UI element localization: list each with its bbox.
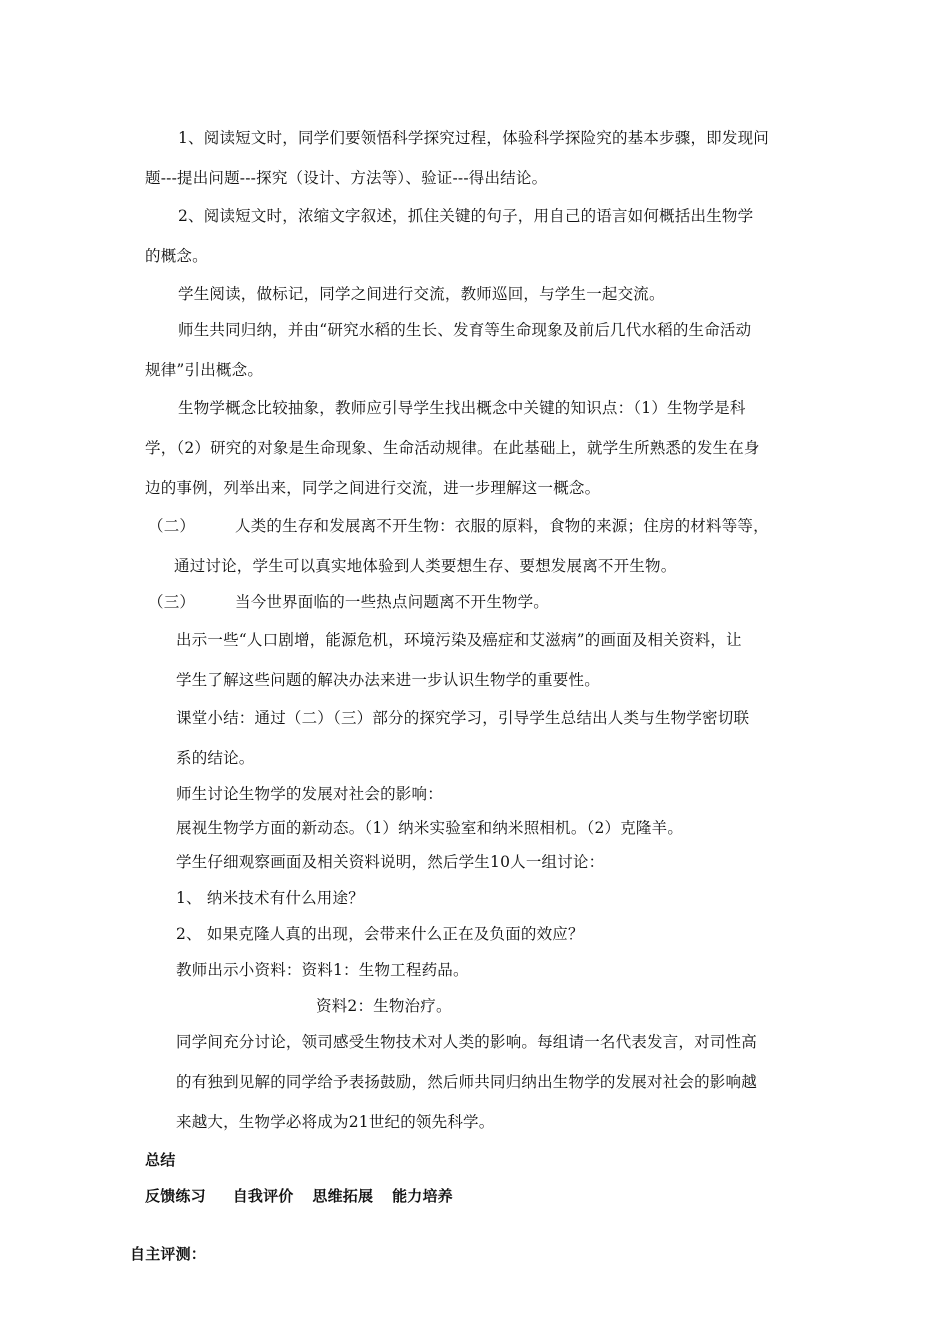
section-3-heading: 当今世界面临的一些热点问题离不开生物学。 [235,593,550,611]
para-3: 学生阅读，做标记，同学之间进行交流，教师巡回，与学生一起交流。 [178,285,665,303]
material-2: 资料2：生物治疗。 [316,997,452,1015]
para-7-line-2: 系的结论。 [176,749,255,767]
para-6-line-2: 学生了解这些问题的解决办法来进一步认识生物学的重要性。 [176,671,600,689]
heading-self-test: 自主评测： [130,1245,207,1263]
heading-summary: 总结 [145,1151,176,1169]
section-2-heading: 人类的生存和发展离不开生物：衣服的原料，食物的来源；住房的材料等等， [235,517,769,535]
heading-ability: 能力培养 [392,1187,453,1205]
para-1-line-1: 1、阅读短文时，同学们要领悟科学探究过程，体验科学探险究的基本步骤，即发现问 [178,129,769,147]
para-11-line-1: 同学间充分讨论，领司感受生物技术对人类的影响。每组请一名代表发言，对司性高 [176,1033,757,1051]
para-5-line-3: 边的事例，列举出来，同学之间进行交流，进一步理解这一概念。 [145,479,601,497]
para-5-line-2: 学，（2）研究的对象是生命现象、生命活动规律。在此基础上，就学生所熟悉的发生在身 [145,439,760,457]
section-3-number: （三） [148,593,196,611]
section-2-line-2: 通过讨论，学生可以真实地体验到人类要想生存、要想发展离不开生物。 [174,557,677,575]
question-2: 2、 如果克隆人真的出现，会带来什么正在及负面的效应？ [176,925,584,943]
heading-self-eval: 自我评价 [232,1187,294,1205]
para-6-line-1: 出示一些“人口剧增，能源危机，环境污染及癌症和艾滋病”的画面及相关资料，让 [176,631,742,649]
question-1: 1、 纳米技术有什么用途？ [176,889,364,907]
para-9: 展视生物学方面的新动态。（1）纳米实验室和纳米照相机。（2）克隆羊。 [176,819,684,837]
section-2-number: （二） [148,517,196,535]
para-7-line-1: 课堂小结：通过（二）（三）部分的探究学习，引导学生总结出人类与生物学密切联 [176,709,750,727]
para-2-line-2: 的概念。 [145,247,208,265]
material-1: 教师出示小资料：资料1：生物工程药品。 [176,961,469,979]
para-5-line-1: 生物学概念比较抽象，教师应引导学生找出概念中关键的知识点：（1）生物学是科 [178,399,746,417]
para-2-line-1: 2、阅读短文时，浓缩文字叙述，抓住关键的句子，用自己的语言如何概括出生物学 [178,207,754,225]
heading-feedback: 反馈练习 [145,1187,206,1205]
para-11-line-3: 来越大，生物学必将成为21世纪的领先科学。 [176,1113,495,1131]
heading-thinking: 思维拓展 [312,1187,374,1205]
para-10: 学生仔细观察画面及相关资料说明，然后学生10人一组讨论： [176,853,605,871]
para-4-line-1: 师生共同归纳，并由“研究水稻的生长、发育等生命现象及前后几代水稻的生命活动 [178,321,752,339]
para-8: 师生讨论生物学的发展对社会的影响： [176,785,443,803]
para-11-line-2: 的有独到见解的同学给予表扬鼓励，然后师共同归纳出生物学的发展对社会的影响越 [176,1073,757,1091]
heading-feedback-row [145,1186,453,1206]
para-4-line-2: 规律”引出概念。 [145,361,264,379]
para-1-line-2: 题---提出问题---探究（设计、方法等）、验证---得出结论。 [145,169,548,187]
